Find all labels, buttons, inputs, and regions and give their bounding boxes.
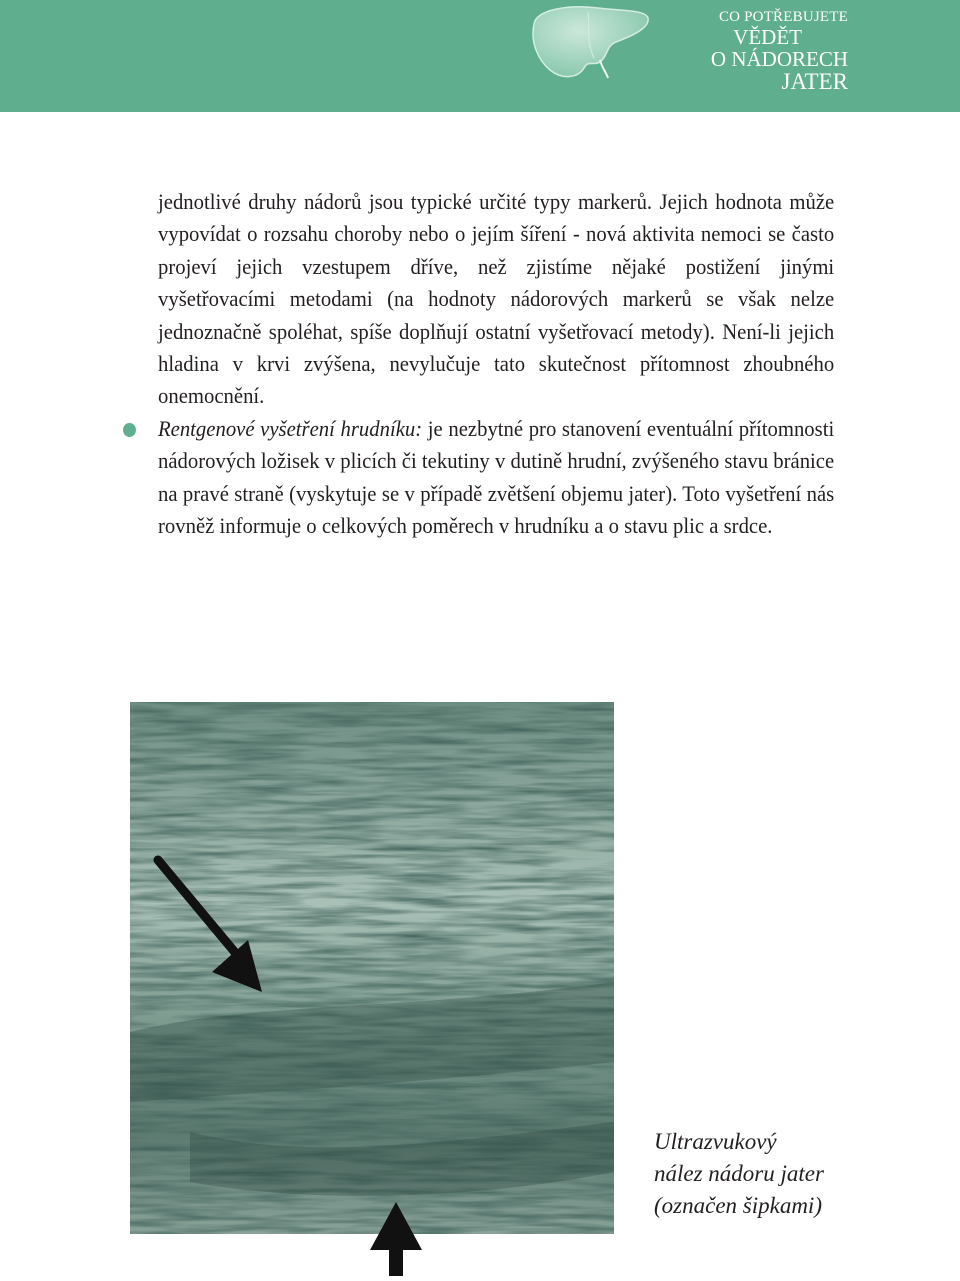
title-line-3: O NÁDORECH bbox=[710, 46, 848, 71]
main-text bbox=[158, 186, 834, 542]
caption-line-1: Ultrazvukový bbox=[654, 1129, 777, 1154]
title-line-2: VĚDĚT bbox=[733, 24, 802, 49]
paragraph-continuation: jednotlivé druhy nádorů jsou typické určité typy markerů. Jejich hodnota může vypovídat o rozsahu choroby nebo o jejím šíření - nová aktivita nemoci se často projeví jejich vzestupem dříve, než zjistíme nějaké postižení jinými vyšetřovacími metodami (na hodnoty nádorových markerů se však nelze jednoznačně spoléhat, spíše doplňují ostatní vyšetřovací metody). Není-li jejich hladina v krvi zvýšena, nevylučuje tato skutečnost přítomnost zhoubného onemocnění. bbox=[158, 189, 835, 409]
liver-icon bbox=[528, 2, 652, 82]
publication-title bbox=[711, 10, 848, 94]
bullet-icon bbox=[123, 423, 136, 437]
header-band bbox=[0, 0, 960, 112]
title-line-4: JATER bbox=[781, 68, 848, 94]
bullet-text: je nezbytné pro stanovení eventuální přítomnosti nádorových ložisek v plicích či tekutiny v dutině hrudní, zvýšeného stavu bránice na pravé straně (vyskytuje se v případě zvětšení objemu jater). Toto vyšetření nás rovněž informuje o celkových poměrech v hrudníku a o stavu plic a srdce. bbox=[158, 415, 835, 539]
figure-caption bbox=[654, 1126, 824, 1222]
caption-line-2: nález nádoru jater bbox=[654, 1161, 824, 1186]
caption-line-3: (označen šipkami) bbox=[654, 1193, 822, 1218]
bullet-lead: Rentgenové vyšetření hrudníku: bbox=[158, 415, 423, 441]
ultrasound-image bbox=[130, 702, 614, 1276]
bullet-item-chest-xray bbox=[158, 413, 834, 543]
ultrasound-scan bbox=[130, 702, 614, 1276]
title-line-1: CO POTŘEBUJETE bbox=[718, 9, 848, 25]
